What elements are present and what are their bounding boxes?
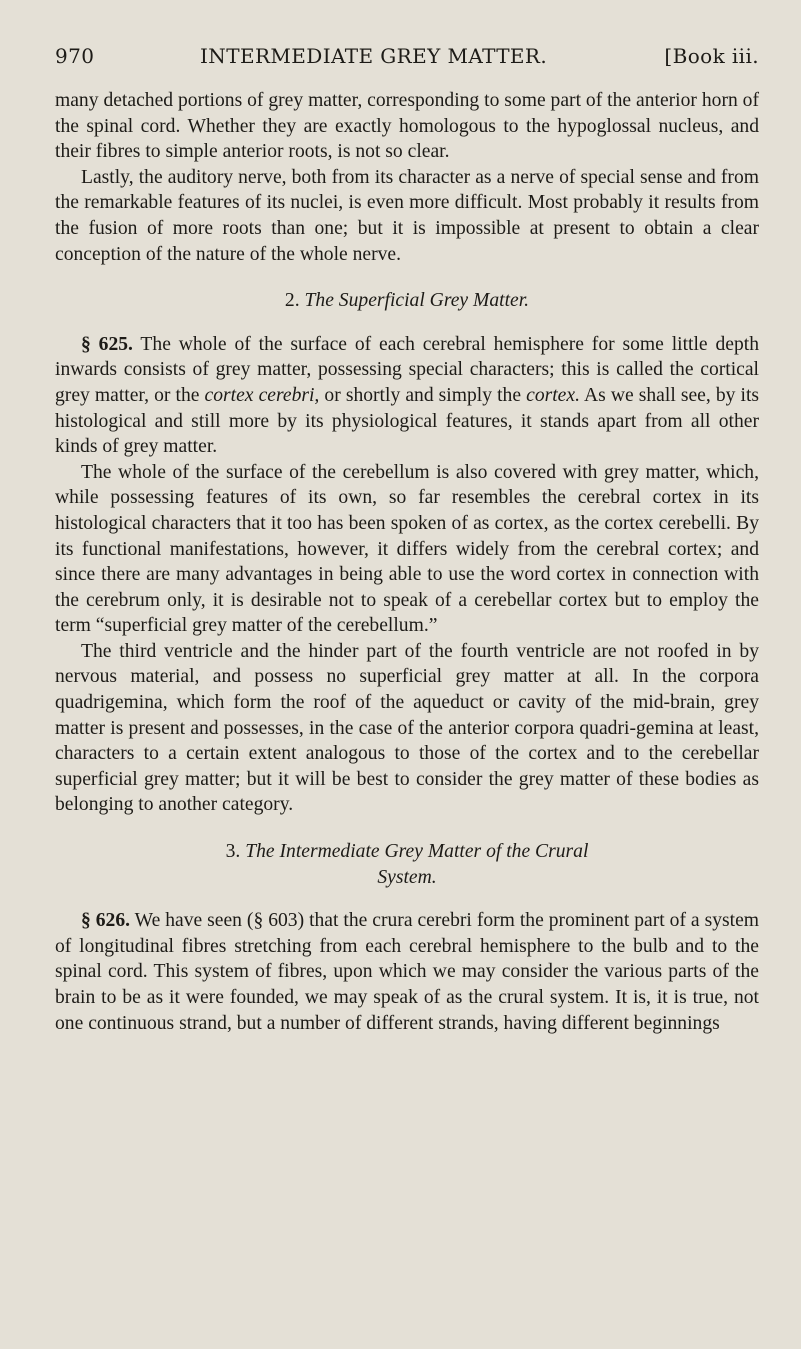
running-header — [55, 44, 759, 88]
paragraph-625 — [55, 332, 759, 460]
body-text — [55, 88, 759, 1036]
book-label: [Book iii. — [664, 44, 759, 68]
section-mark-626: § 626. — [81, 910, 131, 932]
text-run: We have seen (§ 603) that the crura cerebri form the prominent part of a system of longitudinal fibres stretching from each cerebral hemisphere to the bulb and to the spinal cord. This system of fibres, upon which we may consider the various parts of the brain to be as it were founded, we may speak of as the crural system. It is, it is true, not one continuous strand, but a number of different strands, having different beginnings — [55, 910, 760, 1034]
heading-number: 2. — [284, 290, 300, 312]
paragraph-626 — [55, 908, 759, 1036]
paragraph-ventricles: The third ventricle and the hinder part of the fourth ventricle are not roofed in by nervous material, and possess no superficial grey matter at all. In the corpora quadrigemina, which form the roof of the aqueduct or cavity of the mid-brain, grey matter is present and possesses, in the case of the anterior corpora quadri-gemina at least, characters to a certain extent analogous to those of the cortex and to the cerebellar superficial grey matter; but it will be best to consider the grey matter of these bodies as belonging to another category. — [55, 640, 759, 816]
heading-title-line1: The Intermediate Grey Matter of the Crural — [245, 841, 589, 863]
paragraph-cerebellum: The whole of the surface of the cerebellum is also covered with grey matter, which, while possessing features of its own, so far resembles the cerebral cortex in its histological characters that it too has been spoken of as cortex, as the cortex cerebelli. By its functional manifestations, however, it differs widely from the cerebral cortex; and since there are many advantages in being able to use the word cortex in connection with the cerebrum only, it is desirable not to speak of a cerebellar cortex but to employ the term “superficial grey matter of the cerebellum.” — [55, 461, 759, 637]
running-title: INTERMEDIATE GREY MATTER. — [200, 44, 548, 68]
italic-term: cortex cerebri, — [204, 384, 320, 406]
heading-title: The Superficial Grey Matter. — [304, 290, 530, 312]
paragraph-continued: many detached portions of grey matter, corresponding to some part of the anterior horn of the spinal cord. Whether they are exactly homologous to the hypoglossal nucleus, and their fibres to simple anterior roots, is not so clear. — [55, 90, 759, 163]
paragraph-auditory-nerve: Lastly, the auditory nerve, both from its character as a nerve of special sense and from the remarkable features of its nuclei, is even more difficult. Most probably it results from the fusion of more roots than one; but it is impossible at present to obtain a clear conception of the nature of the whole nerve. — [55, 166, 759, 265]
heading-number: 3. — [225, 841, 241, 863]
text-run: As we shall see, by its histological and still more by its physiological features, it stands apart from all other kinds of grey matter. — [55, 384, 760, 458]
heading-title-line2: System. — [377, 866, 437, 888]
italic-term: cortex. — [526, 384, 580, 406]
section-heading-intermediate — [55, 839, 759, 890]
section-mark-625: § 625. — [81, 333, 133, 355]
page-number: 970 — [55, 44, 95, 68]
section-heading-superficial — [55, 288, 759, 314]
text-run: or shortly and simply the — [319, 384, 527, 406]
text-run: The whole of the surface of each cerebral hemisphere for some little depth inwards consists of grey matter, possessing special characters; this is called the cortical grey matter, or the — [55, 333, 760, 406]
